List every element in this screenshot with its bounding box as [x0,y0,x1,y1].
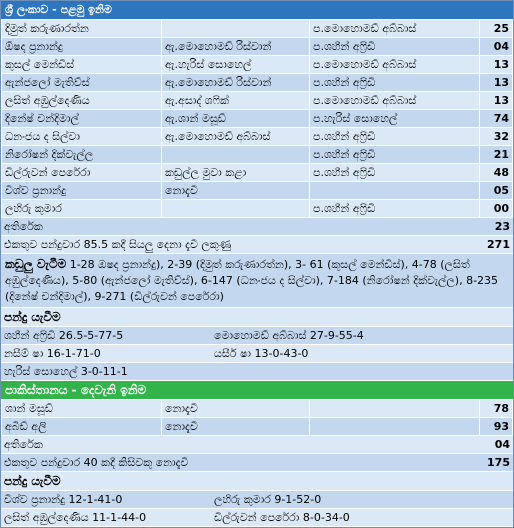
bowler-figures: යසීර් ෂා 13-0-43-0 [214,347,309,360]
batting-row [2,200,513,218]
runs: 05 [480,182,513,200]
bowler-figures: ලහිරු කුමාර 9-1-52-0 [214,493,322,506]
fall-of-wickets [1,254,513,308]
innings2-bowling-title: පන්දු යැවීම [1,472,513,491]
dismissal-fielder: නොදැවී [162,182,310,200]
dismissal-bowler: ප.හැරිස් සොහෙල් [310,110,480,128]
dismissal-fielder: නොදැවී [162,418,310,436]
dismissal-bowler: ප.ශහීන් අෆ්‍රිඩි [310,164,480,182]
runs: 13 [480,92,513,110]
runs: 00 [480,200,513,218]
batting-row [2,418,513,436]
dismissal-bowler [310,400,480,418]
batting-row [2,182,513,200]
innings2-batting-table [1,399,513,436]
innings2-extras-row: අතිරේක 04 [1,436,513,454]
dismissal-bowler: ප.ශහීන් අෆ්‍රිඩි [310,74,480,92]
batsman-name: ලහිරු කුමාර [2,200,162,218]
dismissal-bowler [310,182,480,200]
fow-title: කඩුලු වැටීම [5,257,67,271]
bowler-figures: මොහොමඩ් අබ්බාස් 27-9-55-4 [214,329,364,342]
batsman-name: ඩිල්රුවන් පෙරේරා [2,164,162,182]
runs: 04 [480,38,513,56]
dismissal-bowler: ප.මොහොමඩ් අබ්බාස් [310,20,480,38]
dismissal-fielder [162,20,310,38]
batting-row [2,400,513,418]
dismissal-bowler: ප.මොහොමඩ් අබ්බාස් [310,92,480,110]
innings2-total-row: එකතුව පන්දුවාර 40 කදී කිසිවකු නොදැවී 175 [1,454,513,472]
batting-row [2,146,513,164]
runs: 78 [480,400,513,418]
bowler-figures: හැරිස් සොහෙල් 3-0-11-1 [4,365,128,378]
batting-row [2,92,513,110]
batsman-name: දිමුත් කරුණාරත්න [2,20,162,38]
dismissal-fielder: නොදැවී [162,400,310,418]
batsman-name: විශ්ව ප්‍රනාන්දු [2,182,162,200]
batting-row [2,164,513,182]
batting-row [2,38,513,56]
dismissal-fielder: ඇ.මොහොමඩ් අබ්බාස් [162,128,310,146]
bowling-row [1,509,513,527]
batsman-name: ශාන් මසූඩ් [2,400,162,418]
innings1-bowling-title: පන්දු යැවීම [1,308,513,327]
dismissal-fielder [162,200,310,218]
dismissal-bowler: ප.මොහොමඩ් අබ්බාස් [310,56,480,74]
batsman-name: නිරෝෂන් දික්වැල්ල [2,146,162,164]
batting-row [2,74,513,92]
dismissal-bowler: ප.ශහීන් අෆ්‍රිඩි [310,128,480,146]
bowler-figures: විශ්ව ප්‍රනාන්දු 12-1-41-0 [4,493,123,506]
innings2-title: පාකිස්තානය - දෙවැනි ඉනිම [1,381,513,399]
dismissal-fielder: ඇ.මොහොමඩ් රිස්වාන් [162,38,310,56]
bowling-row [1,345,513,363]
runs: 93 [480,418,513,436]
batsman-name: ඇන්ජලෝ මැතිව්ස් [2,74,162,92]
runs: 74 [480,110,513,128]
batsman-name: අබිඩ් අලි [2,418,162,436]
bowler-figures: ලසිත් අඹුල්දෙණිය 11-1-44-0 [4,511,147,524]
batsman-name: ලසිත් අඹුල්දෙණිය [2,92,162,110]
dismissal-bowler [310,418,480,436]
innings1-batting-table [1,19,513,218]
dismissal-fielder: ඇ.මොහොමඩ් රිස්වාන් [162,74,310,92]
dismissal-fielder [162,146,310,164]
batting-row [2,110,513,128]
dismissal-fielder: ඇ.හැරිස් සොහෙල් [162,56,310,74]
batsman-name: ධනංජය ද සිල්වා [2,128,162,146]
bowler-figures: නසීම් ෂා 16-1-71-0 [4,347,101,360]
innings1-title: ශ්‍රී ලංකාව - පළමු ඉනිම [1,1,513,19]
bowler-figures: ඩිල්රුවන් පෙරේරා 8-0-34-0 [214,511,350,524]
batsman-name: දිනේෂ් චන්දිමාල් [2,110,162,128]
batting-row [2,56,513,74]
runs: 13 [480,56,513,74]
innings1-extras-row: අතිරේක 23 [1,218,513,236]
bowling-row [1,327,513,345]
batting-row [2,20,513,38]
bowler-figures: ශහීන් අෆ්‍රිඩි 26.5-5-77-5 [4,329,124,342]
runs: 32 [480,128,513,146]
runs: 25 [480,20,513,38]
batting-row [2,128,513,146]
dismissal-fielder: ඇ.ශාන් මසූඩ් [162,110,310,128]
batsman-name: කුසල් මෙන්ඩිස් [2,56,162,74]
bowling-row [1,491,513,509]
dismissal-fielder: කඩුල්ල මුවා කළා [162,164,310,182]
runs: 13 [480,74,513,92]
bowling-row [1,363,513,381]
dismissal-fielder: ඇ.අසාද් ශෆික් [162,92,310,110]
innings1-total-row: එකතුව පන්දුවාර 85.5 කදී සියලු දෙනා දැවී ලකුණු 271 [1,236,513,254]
dismissal-bowler: ප.ශහීන් අෆ්‍රිඩි [310,200,480,218]
dismissal-bowler: ප.ශහීන් අෆ්‍රිඩි [310,38,480,56]
runs: 21 [480,146,513,164]
dismissal-bowler: ප.ශහීන් අෆ්‍රිඩි [310,146,480,164]
fow-text: 1-28 ඔෂද ප්‍රනාන්දු), 2-39 (දිමුත් කරුණාරත්න), 3- 61 (කුසල් මෙන්ඩිස්), 4-78 (ලසිත් අඹුල්දෙණිය), 5-80 (ඇන්ජලෝ මැතිව්ස්), 6-147 (ධනංජය ද සිල්වා), 7-184 (නිරෝෂන් දික්වැල්ල), 8-235 (දිනේෂ් චන්දිමාල්), 9-271 (ඩිල්රුවන් පෙරේරා) [5,258,499,303]
batsman-name: ඕෂද ප්‍රනාන්දු [2,38,162,56]
runs: 48 [480,164,513,182]
